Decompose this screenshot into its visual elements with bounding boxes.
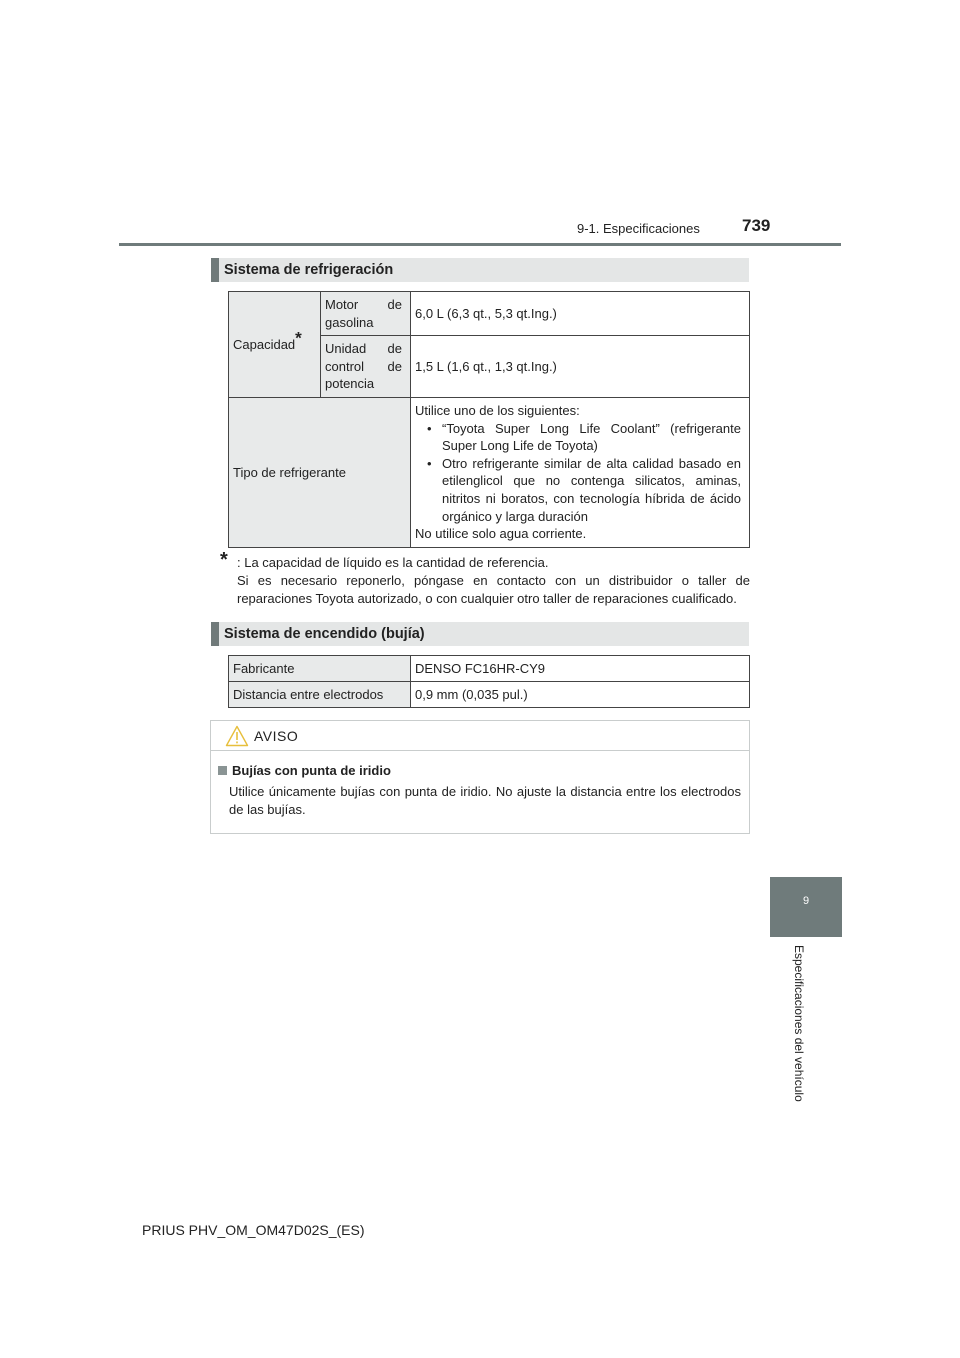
- square-bullet-icon: [218, 766, 227, 775]
- capacity-label-cell: [229, 292, 321, 398]
- footnote-detail: Si es necesario reponerlo, póngase en contacto con un distribuidor o taller de reparaciones Toyota autorizado, o con cualquier otro taller de reparaciones cualificado.: [237, 573, 750, 606]
- header-rule: [119, 243, 841, 246]
- page-number: 739: [742, 216, 771, 235]
- notice-header: [211, 721, 749, 751]
- capacity-footnote: [220, 549, 750, 608]
- chapter-label: Especificaciones del vehículo: [792, 945, 806, 1102]
- notice-label: AVISO: [254, 728, 299, 744]
- spec-label: Fabricante: [229, 656, 411, 682]
- spec-value: 0,9 mm (0,035 pul.): [411, 682, 750, 708]
- component-cell: Motor de gasolina: [321, 292, 411, 336]
- footnote-mark: *: [220, 549, 228, 571]
- table-row: [229, 398, 750, 548]
- cooling-section-title: Sistema de refrigeración: [211, 258, 749, 282]
- list-item: • “Toyota Super Long Life Coolant” (refrigerante Super Long Life de Toyota): [427, 420, 741, 454]
- list-item: • Otro refrigerante similar de alta calidad basado en etilenglicol que no contenga silicatos, aminas, nitritos ni boratos, con tecnología híbrida de ácido orgánico y larga duración: [427, 455, 741, 524]
- value-cell: 6,0 L (6,3 qt., 5,3 qt.Ing.): [411, 292, 750, 336]
- notice-box: [210, 720, 750, 834]
- spec-label: Distancia entre electrodos: [229, 682, 411, 708]
- notice-body: Utilice únicamente bujías con punta de iridio. No ajuste la distancia entre los electrodos de las bujías.: [229, 784, 741, 817]
- cooling-table: [228, 291, 750, 548]
- ignition-section-title: Sistema de encendido (bujía): [211, 622, 749, 646]
- section-title: 9-1. Especificaciones: [577, 221, 700, 236]
- coolant-label-cell: [229, 398, 411, 548]
- warning-icon: [225, 725, 249, 747]
- chapter-tab: [770, 877, 842, 937]
- chapter-number: 9: [802, 895, 810, 907]
- table-row: [229, 292, 750, 336]
- capacity-footnote-mark: *: [295, 328, 302, 348]
- value-cell: 1,5 L (1,6 qt., 1,3 qt.Ing.): [411, 336, 750, 398]
- coolant-note: No utilice solo agua corriente.: [415, 526, 587, 542]
- notice-subtitle: Bujías con punta de iridio: [232, 763, 391, 778]
- coolant-option: “Toyota Super Long Life Coolant” (refrigerante Super Long Life de Toyota): [442, 420, 741, 454]
- capacity-label: Capacidad: [233, 336, 296, 352]
- coolant-spec-cell: [411, 398, 750, 548]
- coolant-label: Tipo de refrigerante: [233, 464, 346, 480]
- component-cell: Unidad de control de potencia: [321, 336, 411, 398]
- spec-value: DENSO FC16HR-CY9: [411, 656, 750, 682]
- table-row: [229, 682, 750, 708]
- coolant-option: Otro refrigerante similar de alta calidad basado en etilenglicol que no contenga silicatos, aminas, nitritos ni boratos, con tecnología híbrida de ácido orgánico y larga duración: [442, 455, 741, 524]
- footnote-line: : La capacidad de líquido es la cantidad de referencia.: [237, 555, 549, 570]
- table-row: [229, 656, 750, 682]
- document-id: PRIUS PHV_OM_OM47D02S_(ES): [142, 1222, 365, 1238]
- notice-subtitle-row: [218, 763, 391, 778]
- ignition-table: [228, 655, 750, 708]
- coolant-intro: Utilice uno de los siguientes:: [415, 403, 580, 418]
